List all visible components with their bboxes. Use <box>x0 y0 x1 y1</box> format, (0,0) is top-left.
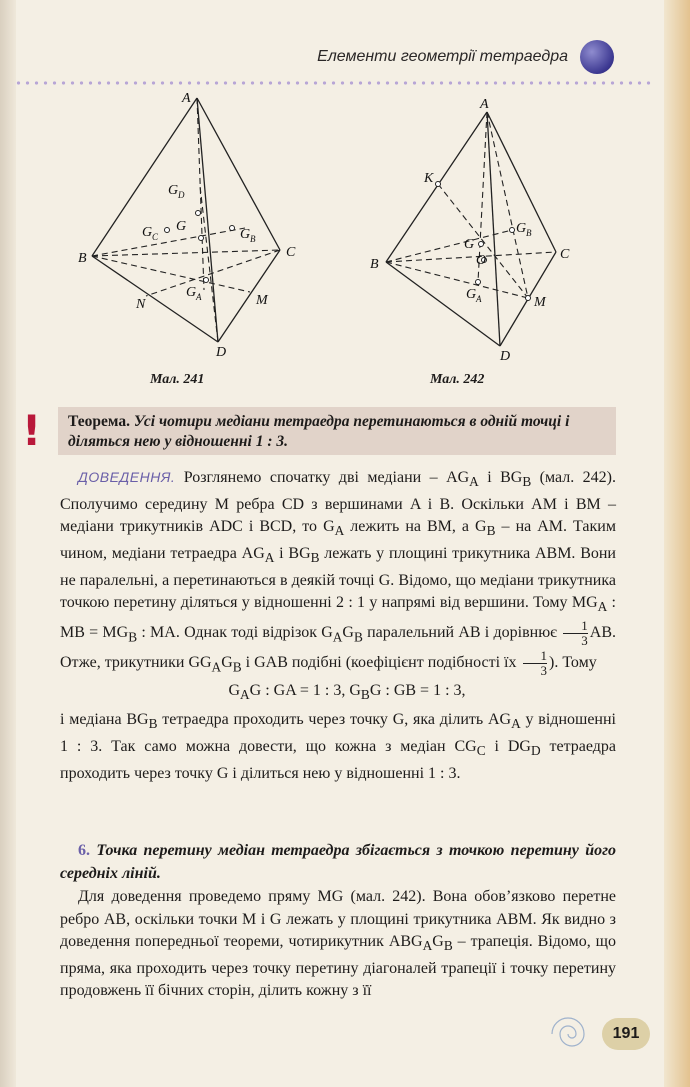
subscript: D <box>530 743 541 759</box>
label-m: M <box>534 295 546 310</box>
proof-text: у відношенні 1 : 3. Так само можна довести, що кожна з медіан CG <box>60 711 616 755</box>
label-gd-sub: D <box>178 190 185 200</box>
proof-label: ДОВЕДЕННЯ. <box>78 469 176 485</box>
formula <box>60 680 616 707</box>
proof-text: лежать у площині трикутника ABM. Вони не паралельні, а перетинаються в деякій точці G. Відомо, що медіани трикутника точкою перетину діляться у відношенні 2 : 1 у напрямі від вершини. Тому MG <box>60 544 616 612</box>
formula-text: G <box>228 682 241 700</box>
point-gc <box>165 228 170 233</box>
paragraph-text: – трапеція. Відомо, що пряма, яка проходить через точку перетину діагоналей трапеції і точку перетину продовжень її бічних сторін, ділить кожну з її <box>60 933 616 1000</box>
median-d <box>200 186 218 342</box>
subscript: A <box>334 523 345 539</box>
running-header-title: Елементи геометрії тетраедра <box>317 48 568 65</box>
point-6-number: 6. <box>78 842 90 859</box>
label-ga-sub: A <box>476 294 482 304</box>
proof-text: лежить на BM, а G <box>344 518 487 536</box>
label-d: D <box>500 349 511 362</box>
subscript: A <box>240 687 250 703</box>
formula-text: G : GA = 1 : 3, G <box>249 682 361 700</box>
proof-text: AB. Отже, трикутники GG <box>60 623 617 671</box>
label-o: O <box>476 253 487 268</box>
subscript: B <box>148 716 158 732</box>
fraction-numerator: 1 <box>563 619 588 634</box>
label-k: K <box>424 171 434 186</box>
theorem-text: Усі чотири медіани тетраедра перетинаються в одній точці і діляться нею у відношенні 1 : 3. <box>68 413 570 450</box>
point-g <box>199 236 204 241</box>
subscript: C <box>476 743 486 759</box>
point-6-statement <box>60 840 616 885</box>
fraction-one-third <box>563 619 588 648</box>
point-ga <box>204 278 209 283</box>
label-gb: G <box>516 221 527 236</box>
figure-242 <box>360 92 600 362</box>
label-b: B <box>78 251 87 266</box>
label-ga-sub: A <box>196 292 202 302</box>
proof-text: – на AM. Таким чином, медіани тетраедра AG <box>60 518 616 562</box>
figure-241-caption: Мал. 241 <box>150 372 205 387</box>
label-gb: G <box>240 227 251 242</box>
subscript: B <box>360 687 370 703</box>
fraction-denominator: 3 <box>581 632 588 648</box>
subscript: A <box>264 550 275 566</box>
theorem-label: Теорема. <box>68 413 130 430</box>
line-bm <box>386 262 528 298</box>
page-left-edge <box>0 0 16 1087</box>
proof-text: і BG <box>478 469 523 486</box>
edge-ad <box>197 98 218 342</box>
proof-text: тетраедра проходить через точку G, яка ділить AG <box>157 711 512 729</box>
subscript: B <box>522 474 532 490</box>
median-b <box>92 256 250 292</box>
label-ga: G <box>466 287 477 302</box>
label-gb-sub: B <box>250 234 256 244</box>
proof-text: і DG <box>485 737 531 755</box>
exclamation-icon: ! <box>22 406 42 455</box>
point-g <box>479 242 484 247</box>
subscript: B <box>443 938 453 954</box>
proof-text: і GAB подібні (коефіцієнт подібності їх <box>241 653 521 671</box>
label-n: N <box>136 297 146 312</box>
label-m: M <box>256 293 268 308</box>
proof-text: G <box>342 623 354 641</box>
last-paragraph <box>60 886 616 1003</box>
fraction-denominator: 3 <box>540 662 547 678</box>
point-k <box>436 182 441 187</box>
point-6-text: Точка перетину медіан тетраедра збігається з точкою перетину його середніх ліній. <box>60 842 617 882</box>
label-b: B <box>370 257 379 272</box>
label-g: G <box>464 237 475 252</box>
point-m <box>526 296 531 301</box>
label-c: C <box>560 247 570 262</box>
subscript: A <box>332 629 343 645</box>
paragraph-text: Для доведення проведемо пряму MG (мал. 242). Вона обов’язково перетне ребро AB, оскільки точки M і G лежать у площині трикутника ABM. Як видно з доведення попередньої теореми, чотирикутник ABG <box>60 888 616 950</box>
label-a: A <box>182 91 191 106</box>
formula-text: G : GB = 1 : 3, <box>369 682 466 700</box>
paragraph-text: G <box>432 933 444 950</box>
point-gd <box>196 211 201 216</box>
label-gd: G <box>168 183 179 198</box>
subscript: B <box>486 523 496 539</box>
figure-242-caption: Мал. 242 <box>430 372 485 387</box>
edge-bc-hidden <box>386 252 556 262</box>
proof-text: : MA. Однак тоді відрізок G <box>137 623 333 641</box>
proof-continuation <box>60 709 616 785</box>
label-a: A <box>480 97 489 112</box>
label-gb-sub: B <box>526 228 532 238</box>
edge-bc-hidden <box>92 250 280 256</box>
figure-242-drawing <box>360 92 600 362</box>
edge-cd <box>218 250 280 342</box>
proof-text: : MB = MG <box>60 594 616 641</box>
proof-text: і BG <box>274 544 311 562</box>
header-dotted-rule <box>14 81 654 85</box>
proof-text: G <box>221 653 233 671</box>
fraction-numerator: 1 <box>523 649 548 664</box>
label-ga: G <box>186 285 197 300</box>
subscript: B <box>128 629 138 645</box>
label-d: D <box>216 345 227 360</box>
line-km <box>438 184 528 298</box>
median-a <box>197 98 204 290</box>
proof-text: паралельний AB і дорівнює <box>362 623 562 641</box>
label-gc: G <box>142 225 153 240</box>
point-gb <box>230 226 235 231</box>
point-gb <box>510 228 515 233</box>
fraction-one-third <box>523 649 548 678</box>
page-right-edge <box>664 0 690 1087</box>
proof-text: Розглянемо спочатку дві медіани – AG <box>183 469 470 486</box>
figure-241 <box>70 90 320 360</box>
label-c: C <box>286 245 296 260</box>
edge-ad <box>487 112 500 346</box>
proof-text: ). Тому <box>549 653 597 671</box>
subscript: A <box>211 658 222 674</box>
edge-bd <box>386 262 500 346</box>
figure-241-drawing <box>70 90 320 360</box>
line-am <box>487 112 528 298</box>
subscript: B <box>353 629 363 645</box>
theorem-box <box>58 407 616 455</box>
label-gc-sub: C <box>152 232 159 242</box>
label-g: G <box>176 219 187 234</box>
subscript: B <box>232 658 242 674</box>
header-ball-icon <box>580 40 614 74</box>
point-ga <box>476 280 481 285</box>
proof-text: і медіана BG <box>60 711 149 729</box>
edge-ac <box>197 98 280 250</box>
page-number: 191 <box>602 1018 650 1050</box>
subscript: B <box>310 550 320 566</box>
proof-text: тетраедра проходить через точку G і ділиться нею у відношенні 1 : 3. <box>60 737 617 782</box>
proof-text: (мал. 242). Сполучимо середину M ребра CD з вершинами A і B. Оскільки AM і BM – медіани трикутників ADC і BCD, то G <box>60 469 616 536</box>
subscript: A <box>469 474 479 490</box>
subscript: A <box>422 938 433 954</box>
subscript: A <box>511 716 521 732</box>
proof-paragraph <box>60 466 616 785</box>
swirl-ornament-icon <box>542 1004 602 1064</box>
subscript: A <box>597 599 608 615</box>
